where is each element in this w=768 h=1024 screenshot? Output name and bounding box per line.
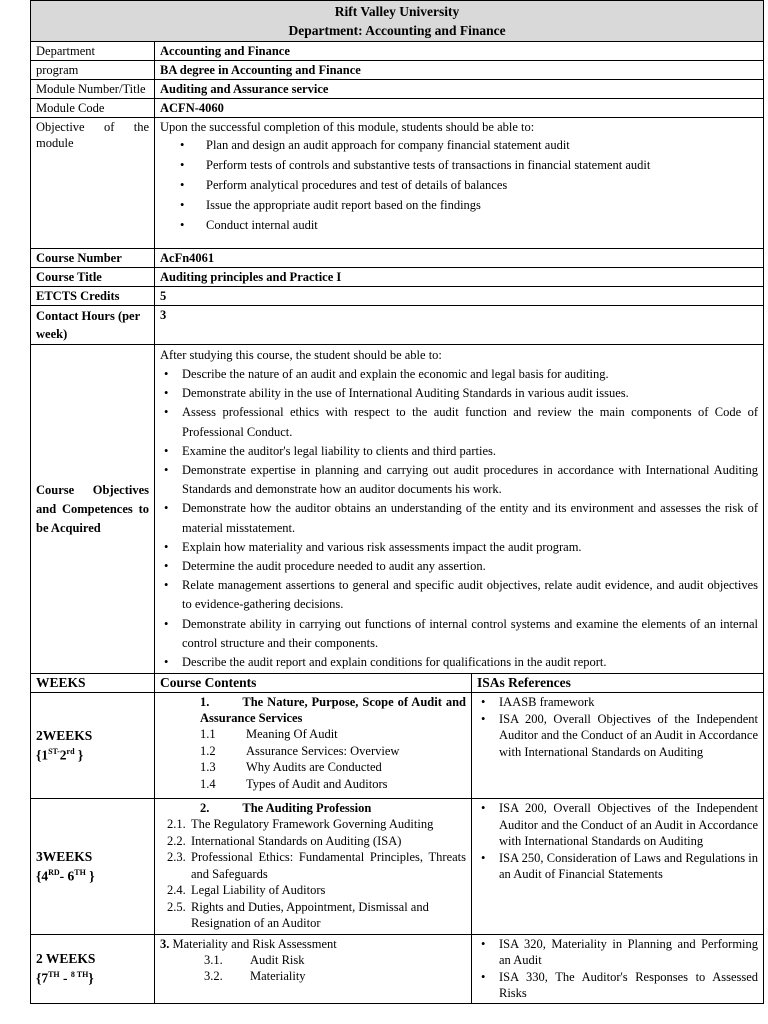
info-label: Department: [31, 42, 155, 61]
list-item: • Demonstrate expertise in planning and carrying out audit procedures in accordance with International Auditing Standards and demonstrate how an auditor documents his work.: [160, 461, 758, 499]
syllabus-table: [30, 0, 764, 1004]
course-label: Course Title: [31, 268, 155, 287]
range-part: {1: [36, 747, 49, 763]
course-value: Auditing principles and Practice I: [155, 268, 764, 287]
list-item: [200, 726, 466, 743]
list-item: [167, 882, 466, 899]
schedule-header-row: [31, 674, 764, 693]
sub-number: 2.2.: [167, 833, 186, 848]
weeks-label: 3WEEKS: [36, 848, 93, 864]
list-item: • ISA 250, Consideration of Laws and Regulations in an Audit of Financial Statements: [477, 850, 758, 883]
weeks-label: 2 WEEKS: [36, 951, 96, 966]
info-row-module: [31, 80, 764, 99]
sub-title: Meaning Of Audit: [246, 727, 338, 742]
contents-header: Course Contents: [155, 674, 472, 693]
list-item: • Issue the appropriate audit report based on the findings: [160, 195, 758, 215]
list-item: • Explain how materiality and various risk assessments impact the audit program.: [160, 538, 758, 557]
info-row-module-code: [31, 99, 764, 118]
info-label: Module Number/Title: [31, 80, 155, 99]
info-row-department: [31, 42, 764, 61]
range-part: rd: [66, 747, 75, 756]
range-part: -: [59, 970, 71, 986]
range-part: ST-: [48, 747, 60, 756]
sub-number: 1.2: [200, 743, 216, 758]
weeks-header: WEEKS: [31, 674, 155, 693]
list-item: [200, 776, 466, 793]
list-item: • Demonstrate ability in the use of International Auditing Standards in various audit issues.: [160, 384, 758, 403]
university-name: Rift Valley University: [334, 4, 460, 19]
list-item: [200, 743, 466, 760]
list-item: • Perform analytical procedures and test of details of balances: [160, 175, 758, 195]
list-item: • Assess professional ethics with respect to the audit function and review the main components of Code of Professional Conduct.: [160, 403, 758, 441]
module-objective-label: Objective of the module: [31, 118, 155, 249]
list-item: • ISA 330, The Auditor's Responses to Assessed Risks: [477, 969, 758, 1002]
sub-title: Rights and Duties, Appointment, Dismissal and Resignation of an Auditor: [191, 899, 429, 931]
module-objective-intro: Upon the successful completion of this module, students should be able to:: [160, 120, 535, 134]
section-number: 1.: [200, 695, 210, 710]
sub-number: 1.4: [200, 776, 216, 791]
sub-number: 3.2.: [204, 969, 223, 984]
list-item: • IAASB framework: [477, 694, 758, 711]
university-title: [31, 1, 764, 42]
course-value: 5: [155, 287, 764, 306]
list-item: • ISA 320, Materiality in Planning and Performing an Audit: [477, 936, 758, 969]
course-label: Course Number: [31, 249, 155, 268]
sub-title: Why Audits are Conducted: [246, 760, 382, 775]
section-title: [200, 694, 466, 726]
sub-title: Assurance Services: Overview: [246, 743, 400, 758]
sub-number: 2.1.: [167, 817, 186, 832]
isa-list: [477, 694, 758, 760]
info-label: Module Code: [31, 99, 155, 118]
sub-number: 2.3.: [167, 850, 186, 865]
list-item: • ISA 200, Overall Objectives of the Independent Auditor and the Conduct of an Audit in Accordance with International Standards on Auditing: [477, 711, 758, 761]
sub-title: Legal Liability of Auditors: [191, 883, 326, 898]
module-objective-list: [160, 135, 758, 235]
list-item: [200, 759, 466, 776]
list-item: [167, 833, 466, 850]
weeks-range: [36, 744, 149, 764]
list-item: • Describe the audit report and explain conditions for qualifications in the audit report.: [160, 653, 758, 672]
section-number: 2.: [200, 801, 210, 816]
sub-title: Audit Risk: [250, 952, 305, 967]
section-title-text: The Auditing Profession: [242, 801, 372, 816]
course-value: AcFn4061: [155, 249, 764, 268]
sub-title: Professional Ethics: Fundamental Principles, Threats and Safeguards: [191, 850, 466, 881]
list-item: • Demonstrate how the auditor obtains an understanding of the entity and its environment and assesses the risk of material misstatement.: [160, 499, 758, 537]
sub-number: 1.3: [200, 760, 216, 775]
range-part: {4: [36, 868, 49, 884]
info-value: Auditing and Assurance service: [155, 80, 764, 99]
info-value: ACFN-4060: [155, 99, 764, 118]
sub-number: 2.4.: [167, 883, 186, 898]
course-row-credits: [31, 287, 764, 306]
schedule-row: [31, 693, 764, 799]
sub-title: International Standards on Auditing (ISA): [191, 833, 402, 848]
section-number: 3.: [160, 936, 170, 951]
sub-title: The Regulatory Framework Governing Auditing: [191, 817, 434, 832]
list-item: • Perform tests of controls and substantive tests of transactions in financial statement audit: [160, 155, 758, 175]
list-item: • Conduct internal audit: [160, 215, 758, 235]
section-title: [160, 936, 466, 952]
course-value: 3: [155, 306, 764, 345]
range-part: 2: [59, 747, 67, 763]
list-item: • Examine the auditor's legal liability to clients and third parties.: [160, 442, 758, 461]
range-part: - 6: [59, 868, 75, 884]
department-title: Department: Accounting and Finance: [288, 23, 506, 38]
range-part: }: [74, 747, 84, 763]
sub-number: 2.5.: [167, 899, 186, 914]
range-part: RD: [48, 867, 60, 877]
range-part: }: [85, 868, 95, 884]
list-item: [167, 849, 466, 882]
list-item: • Plan and design an audit approach for company financial statement audit: [160, 135, 758, 155]
course-objectives-list: [160, 365, 758, 672]
list-item: [167, 899, 466, 932]
course-row-title: [31, 268, 764, 287]
sub-title: Materiality: [250, 969, 306, 984]
schedule-row: [31, 799, 764, 935]
info-value: BA degree in Accounting and Finance: [155, 61, 764, 80]
range-part: TH: [74, 867, 86, 877]
info-value: Accounting and Finance: [155, 42, 764, 61]
sub-title: Types of Audit and Auditors: [246, 776, 388, 791]
range-part: 8 TH: [70, 970, 89, 979]
isa-header: ISAs References: [472, 674, 764, 693]
course-objectives-intro: After studying this course, the student should be able to:: [160, 348, 442, 362]
sub-number: 1.1: [200, 727, 216, 742]
module-objective-row: [31, 118, 764, 249]
info-label: program: [31, 61, 155, 80]
isa-list: [477, 800, 758, 883]
weeks-range: [36, 967, 149, 987]
course-objectives-label: Course Objectives and Competences to be Acquired: [36, 482, 149, 535]
section-title-text: The Nature, Purpose, Scope of Audit and Assurance Services: [200, 695, 466, 726]
weeks-label: 2WEEKS: [36, 728, 93, 743]
course-objectives-row: [31, 345, 764, 674]
section-title-text: Materiality and Risk Assessment: [172, 936, 337, 951]
list-item: • ISA 200, Overall Objectives of the Independent Auditor and the Conduct of an Audit in Accordance with International Standards on Auditing: [477, 800, 758, 850]
list-item: [167, 816, 466, 833]
schedule-row: [31, 934, 764, 1003]
range-part: {7: [36, 970, 49, 986]
weeks-range: [36, 865, 149, 885]
range-part: TH: [48, 970, 60, 979]
list-item: [160, 968, 466, 985]
section-title: [167, 800, 466, 816]
list-item: [160, 952, 466, 969]
info-row-program: [31, 61, 764, 80]
list-item: • Relate management assertions to general and specific audit objectives, relate audit evidence, and audit objectives to evidence-gathering decisions.: [160, 576, 758, 614]
list-item: • Demonstrate ability in carrying out functions of internal control systems and examine the elements of an internal control structure and their components.: [160, 615, 758, 653]
course-label: Contact Hours (per week): [31, 306, 155, 345]
range-part: }: [88, 970, 94, 986]
sub-number: 3.1.: [204, 952, 223, 967]
course-row-hours: [31, 306, 764, 345]
list-item: • Determine the audit procedure needed to audit any assertion.: [160, 557, 758, 576]
course-label: ETCTS Credits: [31, 287, 155, 306]
course-row-number: [31, 249, 764, 268]
list-item: • Describe the nature of an audit and explain the economic and legal basis for auditing.: [160, 365, 758, 384]
isa-list: [477, 936, 758, 1002]
